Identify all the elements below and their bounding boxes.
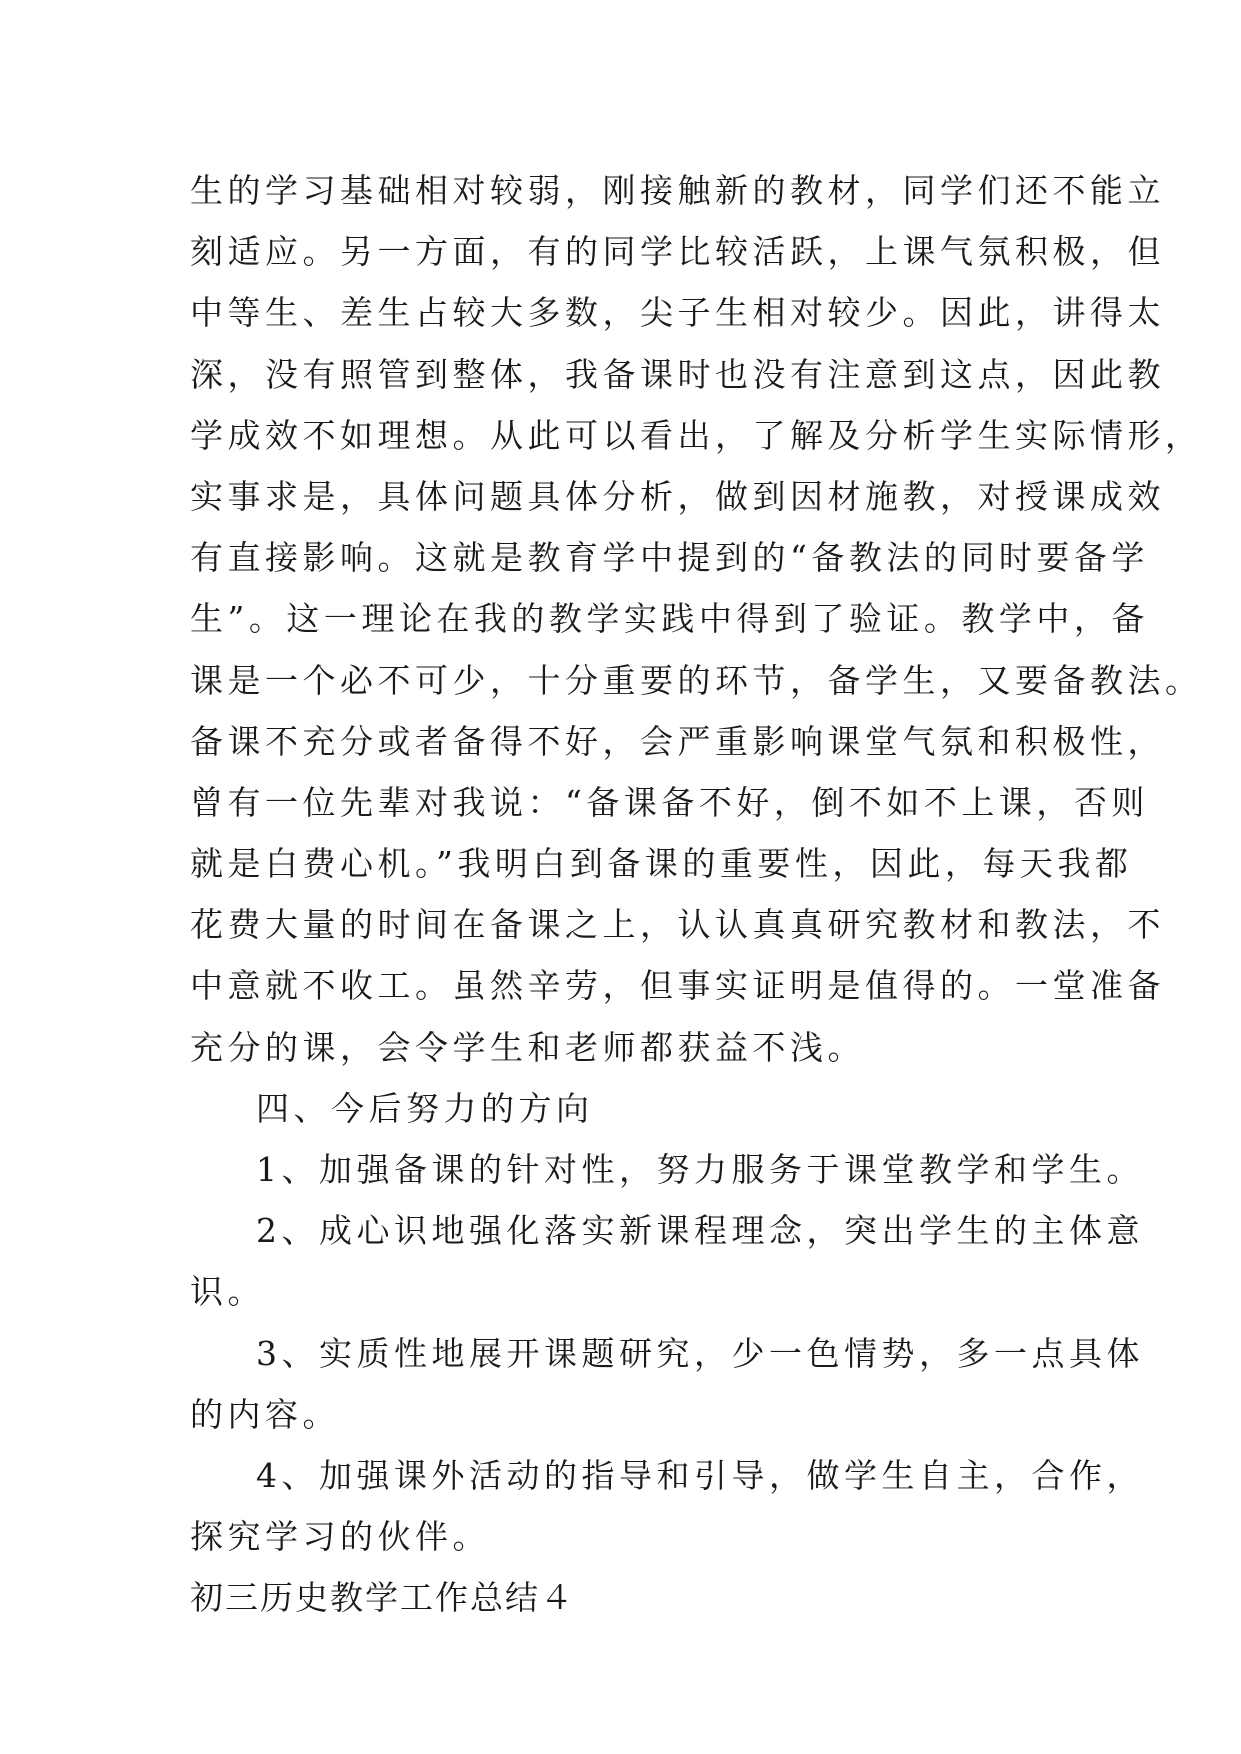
section-heading: 四、今后努力的方向 bbox=[256, 1088, 594, 1128]
paragraph-line: 学成效不如理想。从此可以看出，了解及分析学生实际情形， bbox=[190, 415, 1203, 455]
paragraph-line: 中等生、差生占较大多数，尖子生相对较少。因此，讲得太 bbox=[190, 293, 1165, 333]
paragraph-line: 生”。这一理论在我的教学实践中得到了验证。教学中，备 bbox=[190, 599, 1149, 639]
list-item-2-line-2: 识。 bbox=[190, 1272, 265, 1312]
paragraph-line: 刻适应。另一方面，有的同学比较活跃，上课气氛积极，但 bbox=[190, 232, 1165, 272]
list-item-2-line-1: 2、成心识地强化落实新课程理念，突出学生的主体意 bbox=[256, 1211, 1144, 1251]
next-section-title: 初三历史教学工作总结４ bbox=[190, 1578, 575, 1618]
paragraph-line: 花费大量的时间在备课之上，认认真真研究教材和教法，不 bbox=[190, 905, 1165, 945]
paragraph-line: 有直接影响。这就是教育学中提到的“备教法的同时要备学 bbox=[190, 538, 1149, 578]
paragraph-line: 就是白费心机。”我明白到备课的重要性，因此，每天我都 bbox=[190, 844, 1133, 884]
paragraph-line: 充分的课，会令学生和老师都获益不浅。 bbox=[190, 1027, 865, 1067]
list-item-3-line-2: 的内容。 bbox=[190, 1394, 340, 1434]
paragraph-line: 备课不充分或者备得不好，会严重影响课堂气氛和积极性， bbox=[190, 721, 1165, 761]
document-body bbox=[190, 160, 1203, 1629]
list-item-1: 1、加强备课的针对性，努力服务于课堂教学和学生。 bbox=[256, 1150, 1144, 1189]
list-item-3-line-1: 3、实质性地展开课题研究，少一色情势，多一点具体 bbox=[256, 1333, 1144, 1373]
paragraph-line: 曾有一位先辈对我说：“备课备不好，倒不如不上课，否则 bbox=[190, 782, 1149, 822]
paragraph-line: 实事求是，具体问题具体分析，做到因材施教，对授课成效 bbox=[190, 476, 1165, 516]
paragraph-line: 课是一个必不可少，十分重要的环节，备学生，又要备教法。 bbox=[190, 660, 1203, 700]
paragraph-line: 中意就不收工。虽然辛劳，但事实证明是值得的。一堂准备 bbox=[190, 966, 1165, 1006]
paragraph-line: 生的学习基础相对较弱，刚接触新的教材，同学们还不能立 bbox=[190, 171, 1165, 210]
list-item-4-line-2: 探究学习的伙伴。 bbox=[190, 1517, 490, 1557]
paragraph-line: 深，没有照管到整体，我备课时也没有注意到这点，因此教 bbox=[190, 354, 1165, 394]
list-item-4-line-1: 4、加强课外活动的指导和引导，做学生自主，合作， bbox=[256, 1455, 1144, 1495]
